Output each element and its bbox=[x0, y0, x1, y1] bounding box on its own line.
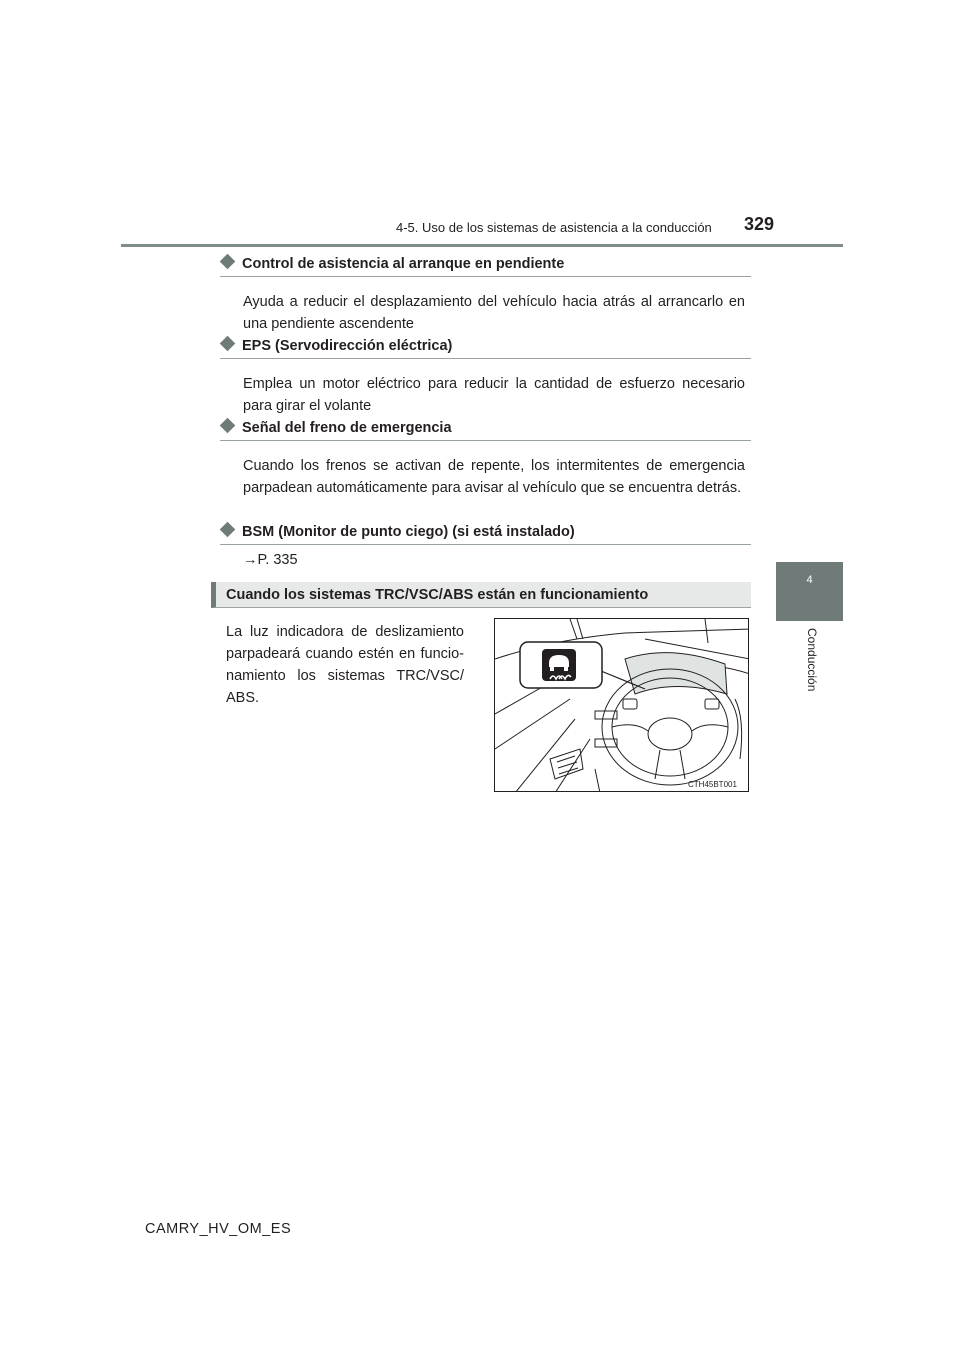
slip-indicator-icon bbox=[542, 649, 576, 681]
header-rule bbox=[121, 244, 843, 247]
diamond-bullet-icon bbox=[220, 418, 236, 434]
section-title-emergency-brake bbox=[220, 418, 751, 441]
section-title-text: Control de asistencia al arranque en pendiente bbox=[242, 256, 565, 272]
diamond-bullet-icon bbox=[220, 522, 236, 538]
running-header: 4-5. Uso de los sistemas de asistencia a la conducción bbox=[396, 220, 712, 235]
subsection-band-title: Cuando los sistemas TRC/VSC/ABS están en funcionamiento bbox=[226, 587, 649, 603]
subsection-text: La luz indicadora de deslizamiento parpadeará cuando estén en funcio-namiento los sistemas TRC/VSC/ ABS. bbox=[226, 624, 464, 706]
section-title-bsm bbox=[220, 522, 751, 545]
footer-manual-code: CAMRY_HV_OM_ES bbox=[145, 1221, 292, 1237]
section-title-text: Señal del freno de emergencia bbox=[242, 420, 452, 436]
page-number: 329 bbox=[744, 214, 775, 234]
section-title-text: BSM (Monitor de punto ciego) (si está instalado) bbox=[242, 524, 575, 540]
section-title-hill-start bbox=[220, 254, 751, 277]
chapter-tab-number: 4 bbox=[806, 574, 813, 586]
section-title-eps bbox=[220, 336, 751, 359]
section-text-eps: Emplea un motor eléctrico para reducir la cantidad de esfuerzo necesario para girar el volante bbox=[243, 376, 745, 414]
page-reference-link[interactable]: →P. 335 bbox=[243, 552, 298, 568]
diamond-bullet-icon bbox=[220, 254, 236, 270]
section-text-emergency-brake: Cuando los frenos se activan de repente, los intermitentes de emergencia parpadean automáticamente para avisar al vehículo que se encuentra detrás. bbox=[243, 458, 745, 496]
diamond-bullet-icon bbox=[220, 336, 236, 352]
chapter-tab-label: Conducción bbox=[805, 628, 819, 692]
dashboard-illustration bbox=[494, 618, 749, 792]
dashboard-drawing bbox=[495, 619, 749, 792]
section-text-hill-start: Ayuda a reducir el desplazamiento del vehículo hacia atrás al arrancarlo en una pendiente ascendente bbox=[243, 294, 745, 332]
illustration-code: CTH45BT001 bbox=[688, 780, 737, 789]
section-title-text: EPS (Servodirección eléctrica) bbox=[242, 338, 453, 354]
chapter-tab bbox=[776, 562, 843, 621]
